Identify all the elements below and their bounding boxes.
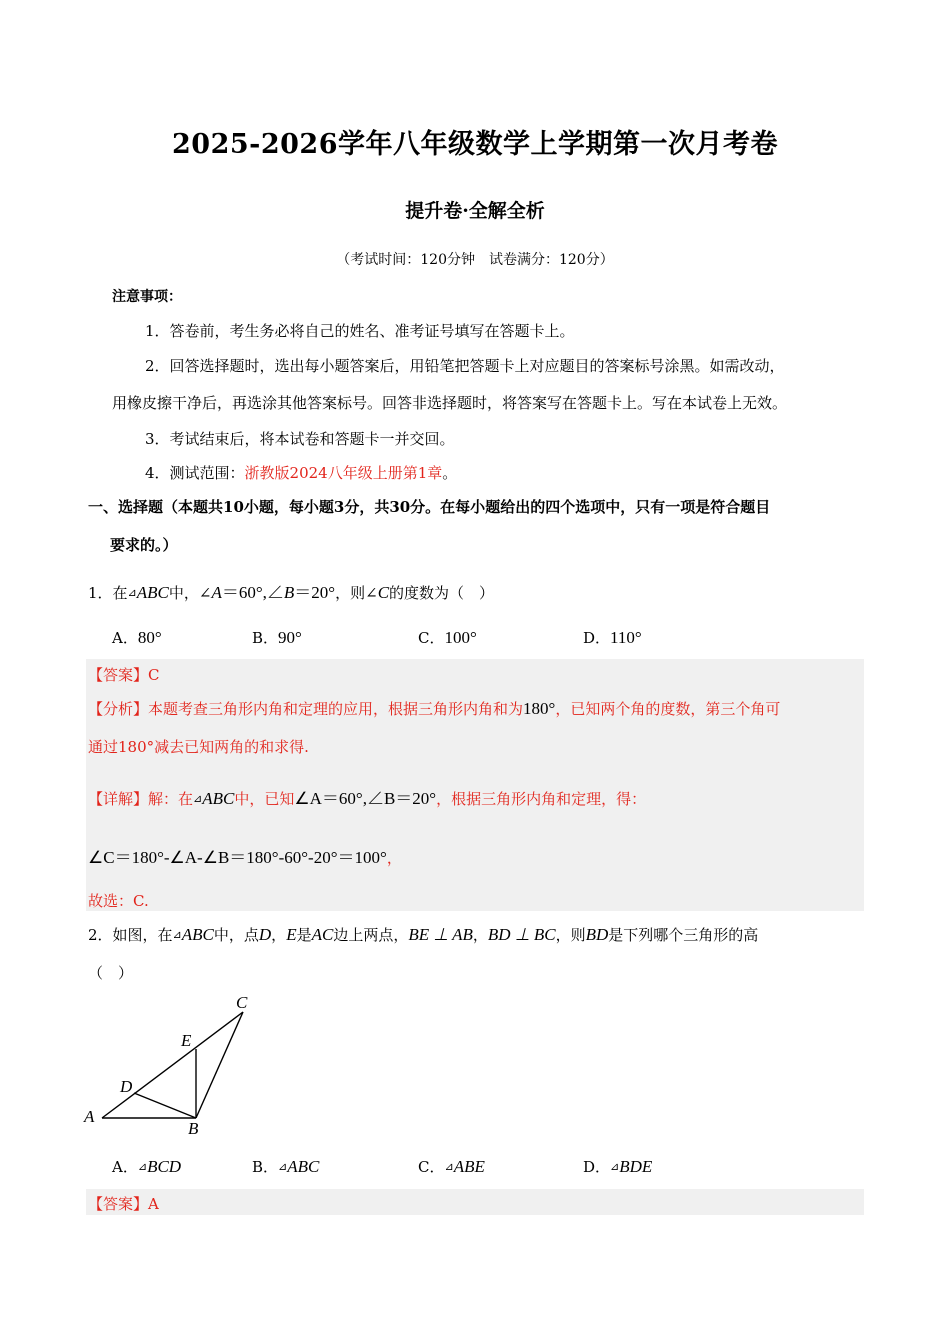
notice-item-4 <box>145 462 457 483</box>
q1-angle-b: B <box>283 583 295 602</box>
answer-tag: 【答案】 <box>88 1195 149 1213</box>
label-a: A <box>84 1107 95 1126</box>
option-label: D． <box>583 1158 611 1176</box>
answer-tag: 【答案】 <box>88 666 149 684</box>
triangle-symbol: ⊿ <box>278 1160 288 1173</box>
option-value: ABE <box>453 1157 485 1176</box>
option-value: 100° <box>444 628 477 647</box>
notice-item-4-prefix: 4．测试范围： <box>145 464 245 482</box>
side-ac <box>102 1012 243 1118</box>
notice-item-1: 1．答卷前，考生务必将自己的姓名、准考证号填写在答题卡上。 <box>145 322 575 340</box>
option-label: B． <box>252 1158 279 1176</box>
q2-text-3: 边上两点， <box>333 926 409 944</box>
notice-item-2-line-2: 用橡皮擦干净后，再选涂其他答案标号。回答非选择题时，将答案写在答题卡上。写在本试卷上无效。 <box>112 394 788 412</box>
q1-option-d <box>583 627 642 648</box>
q2-point-d: D <box>258 925 272 944</box>
q2-comma: ， <box>271 926 287 944</box>
triangle-symbol: ⊿ <box>193 792 203 805</box>
q1-number: 1．在 <box>88 584 128 602</box>
q1-option-a <box>112 627 162 648</box>
q1-angle-a: A <box>211 583 222 602</box>
triangle-symbol: ⊿ <box>444 1160 454 1173</box>
q2-option-b <box>252 1156 319 1177</box>
analysis-180: 180° <box>523 699 556 718</box>
triangle-symbol: ⊿ <box>610 1160 620 1173</box>
q1-triangle-name: ABC <box>136 583 169 602</box>
q2-point-e: E <box>286 925 297 944</box>
section-heading-line-2: 要求的。） <box>110 536 178 554</box>
notice-item-3: 3．考试结束后，将本试卷和答题卡一并交回。 <box>145 430 455 448</box>
page-subtitle: 提升卷·全解全析 <box>405 200 545 222</box>
q2-text-4: ，则 <box>555 926 586 944</box>
q1-conclusion: 故选：C. <box>88 892 149 910</box>
q2-text: 中，点 <box>213 926 259 944</box>
q1-formula <box>88 843 402 868</box>
segment-bd <box>134 1093 196 1118</box>
label-e: E <box>181 1031 192 1050</box>
formula-tail: ， <box>386 849 402 867</box>
option-label: C． <box>418 1158 445 1176</box>
q2-segment-bd: BD <box>585 925 609 944</box>
q2-condition-1: BE ⊥ AB <box>408 925 473 944</box>
q1-analysis-line-2: 通过180°减去已知两角的和求得. <box>88 738 309 756</box>
detail-text-2: 中，已知 <box>234 790 295 808</box>
q1-analysis-line-1 <box>88 698 780 719</box>
question-2-stem <box>88 924 758 945</box>
q1-option-b <box>252 627 302 648</box>
option-value: 80° <box>137 628 162 647</box>
option-value: BCD <box>147 1157 182 1176</box>
q2-number: 2．如图，在 <box>88 926 173 944</box>
q1-value-b: ＝20° <box>294 583 336 602</box>
label-c: C <box>236 993 248 1012</box>
q1-option-c <box>418 627 477 648</box>
q1-detail <box>88 784 646 809</box>
q2-paren: （ ） <box>88 964 134 982</box>
option-value: BDE <box>619 1157 653 1176</box>
answer-value: A <box>148 1195 159 1213</box>
q1-tail: 的度数为（ ） <box>389 584 495 602</box>
triangle-symbol: ⊿ <box>137 1160 148 1173</box>
label-b: B <box>188 1119 199 1138</box>
section-heading-line-1: 一、选择题（本题共10小题，每小题3分，共30分。在每小题给出的四个选项中，只有一项是符合题目 <box>88 498 771 516</box>
question-1-stem <box>88 578 494 603</box>
notice-heading: 注意事项： <box>112 289 182 305</box>
q1-text: 中，∠ <box>168 584 212 602</box>
answer-value: C <box>148 666 160 684</box>
option-label: B． <box>252 629 279 647</box>
q1-answer <box>88 664 160 685</box>
q1-text-2: ，则∠ <box>335 584 378 602</box>
triangle-symbol: ⊿ <box>127 586 137 599</box>
q2-triangle-name: ABC <box>181 925 214 944</box>
q2-triangle-figure <box>80 988 270 1138</box>
q2-tail: 是下列哪个三角形的高 <box>608 926 759 944</box>
test-scope: 浙教版2024八年级上册第1章 <box>244 464 443 482</box>
q2-answer <box>88 1193 159 1214</box>
option-label: C． <box>418 629 445 647</box>
page-title: 2025-2026学年八年级数学上学期第一次月考卷 <box>172 129 778 160</box>
option-value: 110° <box>610 628 642 647</box>
notice-item-4-suffix: 。 <box>442 464 458 482</box>
detail-triangle-name: ABC <box>202 789 235 808</box>
detail-tag: 【详解】 <box>88 790 149 808</box>
option-label: A． <box>112 1158 138 1176</box>
formula-text: ∠C＝180°-∠A-∠B＝180°-60°-20°＝100° <box>88 848 387 867</box>
q2-condition-2: BD ⊥ BC <box>487 925 556 944</box>
q2-option-c <box>418 1156 485 1177</box>
exam-time-info: （考试时间：120分钟 试卷满分：120分） <box>336 252 614 268</box>
notice-item-2-line-1: 2．回答选择题时，选出每小题答案后，用铅笔把答题卡上对应题目的答案标号涂黑。如需改动， <box>145 357 785 375</box>
option-value: 90° <box>278 628 302 647</box>
detail-angles: ∠A＝60°,∠B＝20° <box>294 789 437 808</box>
option-label: D． <box>583 629 611 647</box>
q2-option-d <box>583 1156 652 1177</box>
q2-comma: ， <box>472 926 488 944</box>
q2-side-ac: AC <box>311 925 334 944</box>
side-bc <box>196 1012 243 1118</box>
option-label: A． <box>112 629 138 647</box>
triangle-symbol: ⊿ <box>172 928 182 941</box>
detail-text-3: ，根据三角形内角和定理，得： <box>436 790 647 808</box>
label-d: D <box>120 1077 133 1096</box>
q1-value-a: ＝60°,∠ <box>221 583 284 602</box>
q2-text-2: 是 <box>296 926 312 944</box>
analysis-tag: 【分析】 <box>88 700 149 718</box>
detail-text: 解：在 <box>148 790 194 808</box>
q2-option-a <box>112 1156 181 1177</box>
q1-angle-c: C <box>377 583 390 602</box>
option-value: ABC <box>287 1157 320 1176</box>
q2-solution-box <box>86 1189 864 1215</box>
analysis-text-2: ，已知两个角的度数，第三个角可 <box>555 700 781 718</box>
analysis-text: 本题考查三角形内角和定理的应用，根据三角形内角和为 <box>148 700 524 718</box>
